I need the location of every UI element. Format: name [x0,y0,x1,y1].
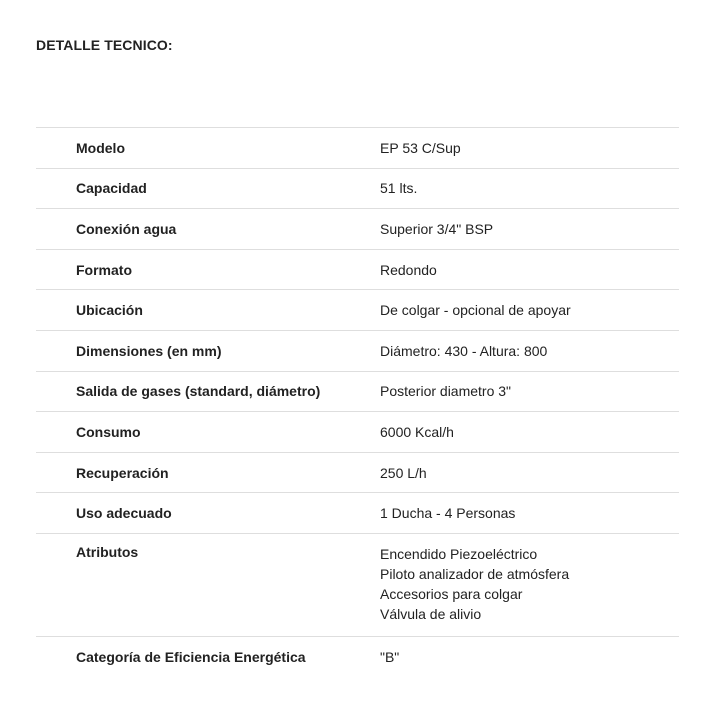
spec-value: 6000 Kcal/h [380,423,454,440]
spec-label: Categoría de Eficiencia Energética [76,649,306,666]
spec-value: EP 53 C/Sup [380,139,461,156]
spec-label: Conexión agua [76,220,177,237]
spec-label: Uso adecuado [76,505,172,522]
spec-value: 250 L/h [380,464,427,481]
attribute-item: Encendido Piezoeléctrico [380,545,538,562]
spec-label: Formato [76,261,132,278]
section-title: DETALLE TECNICO: [36,37,173,53]
spec-row-uso-adecuado [36,493,679,534]
spec-value: Redondo [380,261,437,278]
spec-row-salida-de-gases [36,372,679,413]
spec-table [36,127,679,678]
spec-value: Diámetro: 430 - Altura: 800 [380,342,548,359]
spec-row-dimensiones [36,331,679,372]
spec-value: De colgar - opcional de apoyar [380,302,571,319]
spec-label: Ubicación [76,302,143,319]
spec-row-capacidad [36,169,679,210]
spec-row-consumo [36,412,679,453]
attribute-item: Piloto analizador de atmósfera [380,565,570,582]
attribute-item: Válvula de alivio [380,605,482,622]
spec-label: Consumo [76,423,141,440]
attribute-item: Accesorios para colgar [380,585,523,602]
spec-label: Salida de gases (standard, diámetro) [76,383,321,400]
spec-row-formato [36,250,679,291]
spec-value: 1 Ducha - 4 Personas [380,505,516,522]
spec-row-eficiencia-energetica [36,637,679,678]
spec-label: Modelo [76,139,125,156]
spec-row-ubicacion [36,290,679,331]
spec-value: Superior 3/4" BSP [380,220,494,237]
spec-value-list [380,544,679,624]
spec-value: Posterior diametro 3" [380,383,512,400]
spec-row-modelo [36,128,679,169]
spec-label: Dimensiones (en mm) [76,342,222,359]
spec-value: "B" [380,649,400,666]
spec-label: Recuperación [76,464,169,481]
spec-label: Atributos [76,543,139,560]
spec-row-recuperacion [36,453,679,494]
spec-row-atributos [36,534,679,637]
spec-value: 51 lts. [380,180,418,197]
spec-label: Capacidad [76,180,147,197]
spec-row-conexion-agua [36,209,679,250]
